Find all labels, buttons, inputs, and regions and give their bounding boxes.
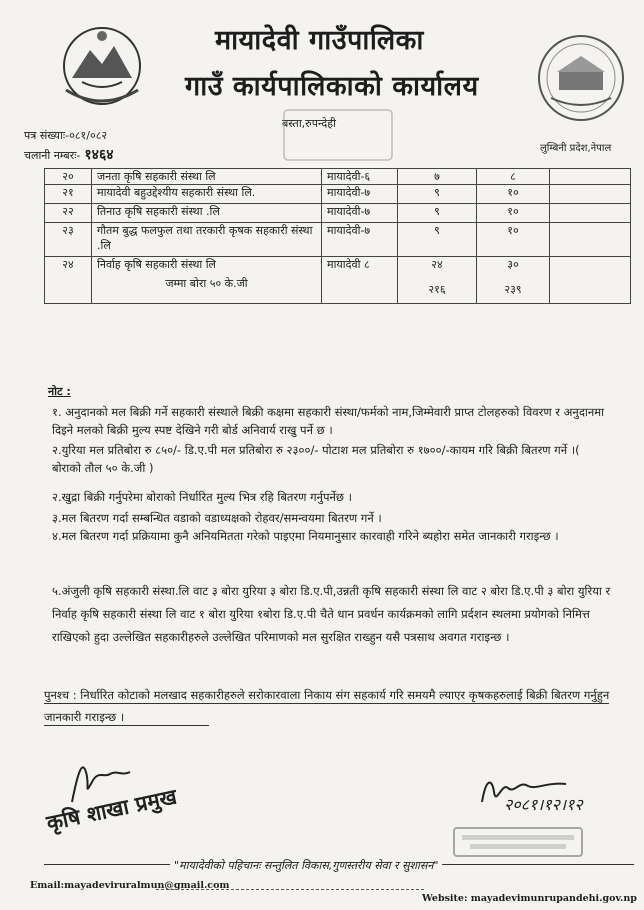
municipality-logo-icon <box>535 32 627 124</box>
row-place: मायादेवी-७ <box>322 204 398 223</box>
row-sn: २४ <box>45 257 92 304</box>
dispatch-value: १४६४ <box>84 147 114 163</box>
row-sn: २१ <box>45 185 92 204</box>
row-q2: १० <box>477 223 550 257</box>
dispatch-label: चलानी नम्बरः- <box>24 149 81 162</box>
row-q1 <box>398 257 477 304</box>
underline <box>44 703 609 704</box>
note-item: २.युरिया मल प्रतिबोरा रु ८५०/- डि.ए.पी मल प्रतिबोरा रु २३००/- पोटाश मल प्रतिबोरा रु १७००/-कायम गरि बिक्री बितरण गर्ने ।( बोराको तौल ५० के.जी ) <box>52 443 580 475</box>
row-q1: ९ <box>398 204 477 223</box>
row-place: मायादेवी ८ <box>322 257 398 304</box>
row-name <box>92 257 322 304</box>
note-item: १. अनुदानको मल बिक्री गर्ने सहकारी संस्थाले बिक्री कक्षमा सहकारी संस्था/फर्मको नाम,जिम्मेवारी प्राप्त टोलहरुको विवरण र अनुदानमा दिइने मलको बिक्री मुल्य स्पष्ट देखिने गरी बोर्ड अनिवार्य राखु पर्ने छ । <box>52 405 605 437</box>
note-paragraph-5: ५.अंजुली कृषि सहकारी संस्था.लि वाट ३ बोरा युरिया ३ बोरा डि.ए.पी,उन्नती कृषि सहकारी संस्था लि वाट २ बोरा डि.ए.पी ३ बोरा युरिया र निर्वाह कृषि सहकारी संस्था लि वाट १ बोरा युरिया १बोरा डि.ए.पी चैते धान प्रवर्धन कार्यक्रमको लागि प्रर्दशन स्थलमा प्रयोगको निमित्त राखिएको हुदा उल्लेखित सहकारीहरुले उल्लेखित परिमाणको मल सुरक्षित राख्हुन यसै पत्रसाथ अवगत गराइन्छ । <box>52 584 611 644</box>
row-sn: २३ <box>45 223 92 257</box>
row-name: जनता कृषि सहकारी संस्था लि <box>92 169 322 185</box>
row-q2-value: ३० <box>507 258 519 271</box>
footer-motto: "मायादेवीको पहिचानः सन्तुलित विकास,गुणस्तरीय सेवा र सुशासन" <box>170 858 442 873</box>
row-q1-value: २४ <box>431 258 443 271</box>
distribution-table <box>44 168 631 304</box>
row-place: मायादेवी-७ <box>322 185 398 204</box>
footer-dotted-line <box>156 889 424 890</box>
row-blank <box>550 204 631 223</box>
row-sn: २२ <box>45 204 92 223</box>
row-blank <box>550 185 631 204</box>
row-name: मायादेवी बहुउद्देश्यीय सहकारी संस्था लि. <box>92 185 322 204</box>
table-row <box>45 169 631 185</box>
total-label: जम्मा बोरा ५० के.जी <box>165 277 248 290</box>
table-row <box>45 185 631 204</box>
row-blank <box>550 169 631 185</box>
table-row <box>45 204 631 223</box>
note-item: ४.मल बितरण गर्दा प्रक्रियामा कुनै अनियमितता गरेको पाइएमा नियमानुसार कारवाही गरिने ब्यहोरा समेत जानकारी गराइन्छ । <box>52 529 559 543</box>
agriculture-section-chief: कृषि शाखा प्रमुख <box>44 784 179 836</box>
nepal-emblem-icon <box>52 20 152 112</box>
row-q1: ९ <box>398 185 477 204</box>
total-q1: २१६ <box>428 283 446 296</box>
row-q1: ७ <box>398 169 477 185</box>
reference-number: पत्र संख्याः-०८१/०८२ <box>24 129 108 142</box>
table-row <box>45 223 631 257</box>
total-q2: २३९ <box>504 283 522 296</box>
row-blank <box>550 223 631 257</box>
dispatch-number <box>24 145 114 164</box>
row-q1: ९ <box>398 223 477 257</box>
row-q2: १० <box>477 204 550 223</box>
note-item: २.खुद्रा बिक्री गर्नुपरेमा बोराको निर्धारित मुल्य भित्र रहि बितरण गर्नुपर्नेछ । <box>52 490 352 504</box>
row-name: तिनाउ कृषि सहकारी संस्था .लि <box>92 204 322 223</box>
received-stamp-icon <box>278 104 398 166</box>
postscript: पुनश्च : निर्धारित कोटाको मलखाद सहकारीहरुले सरोकारवाला निकाय संग सहकार्य गरि समयमै ल्याएर कृषकहरुलाई बिक्री बितरण गर्नुहुन जानकारी गराइन्छ । <box>44 688 610 724</box>
page-title: मायादेवी गाउँपालिका <box>215 25 424 56</box>
row-blank <box>550 257 631 304</box>
office-address: बस्ता,रुपन्देही <box>282 117 336 130</box>
table-row <box>45 257 631 304</box>
row-place: मायादेवी-७ <box>322 223 398 257</box>
footer-website: Website: mayadevimunrupandehi.gov.np <box>422 893 637 904</box>
footer-email: Email:mayadeviruralmun@gmail.com <box>30 880 230 891</box>
row-q2 <box>477 257 550 304</box>
province-label: लुम्बिनी प्रदेश,नेपाल <box>540 143 612 154</box>
row-q2: १० <box>477 185 550 204</box>
row-sn: २० <box>45 169 92 185</box>
official-stamp-icon <box>452 826 584 858</box>
notes-heading: नोट : <box>48 385 71 398</box>
row-name: गौतम बुद्ध फलफुल तथा तरकारी कृषक सहकारी संस्था .लि <box>92 223 322 257</box>
note-item: ३.मल बितरण गर्दा सम्बन्धित वडाको वडाध्यक्षको रोहवर/समन्वयमा बितरण गर्ने । <box>52 511 382 525</box>
row-q2: ८ <box>477 169 550 185</box>
underline <box>44 725 209 726</box>
row-place: मायादेवी-६ <box>322 169 398 185</box>
signature-date: २०८१।१२।१२ <box>504 795 583 814</box>
office-subtitle: गाउँ कार्यपालिकाको कार्यालय <box>185 71 479 102</box>
row-name-text: निर्वाह कृषि सहकारी संस्था लि <box>97 258 217 271</box>
